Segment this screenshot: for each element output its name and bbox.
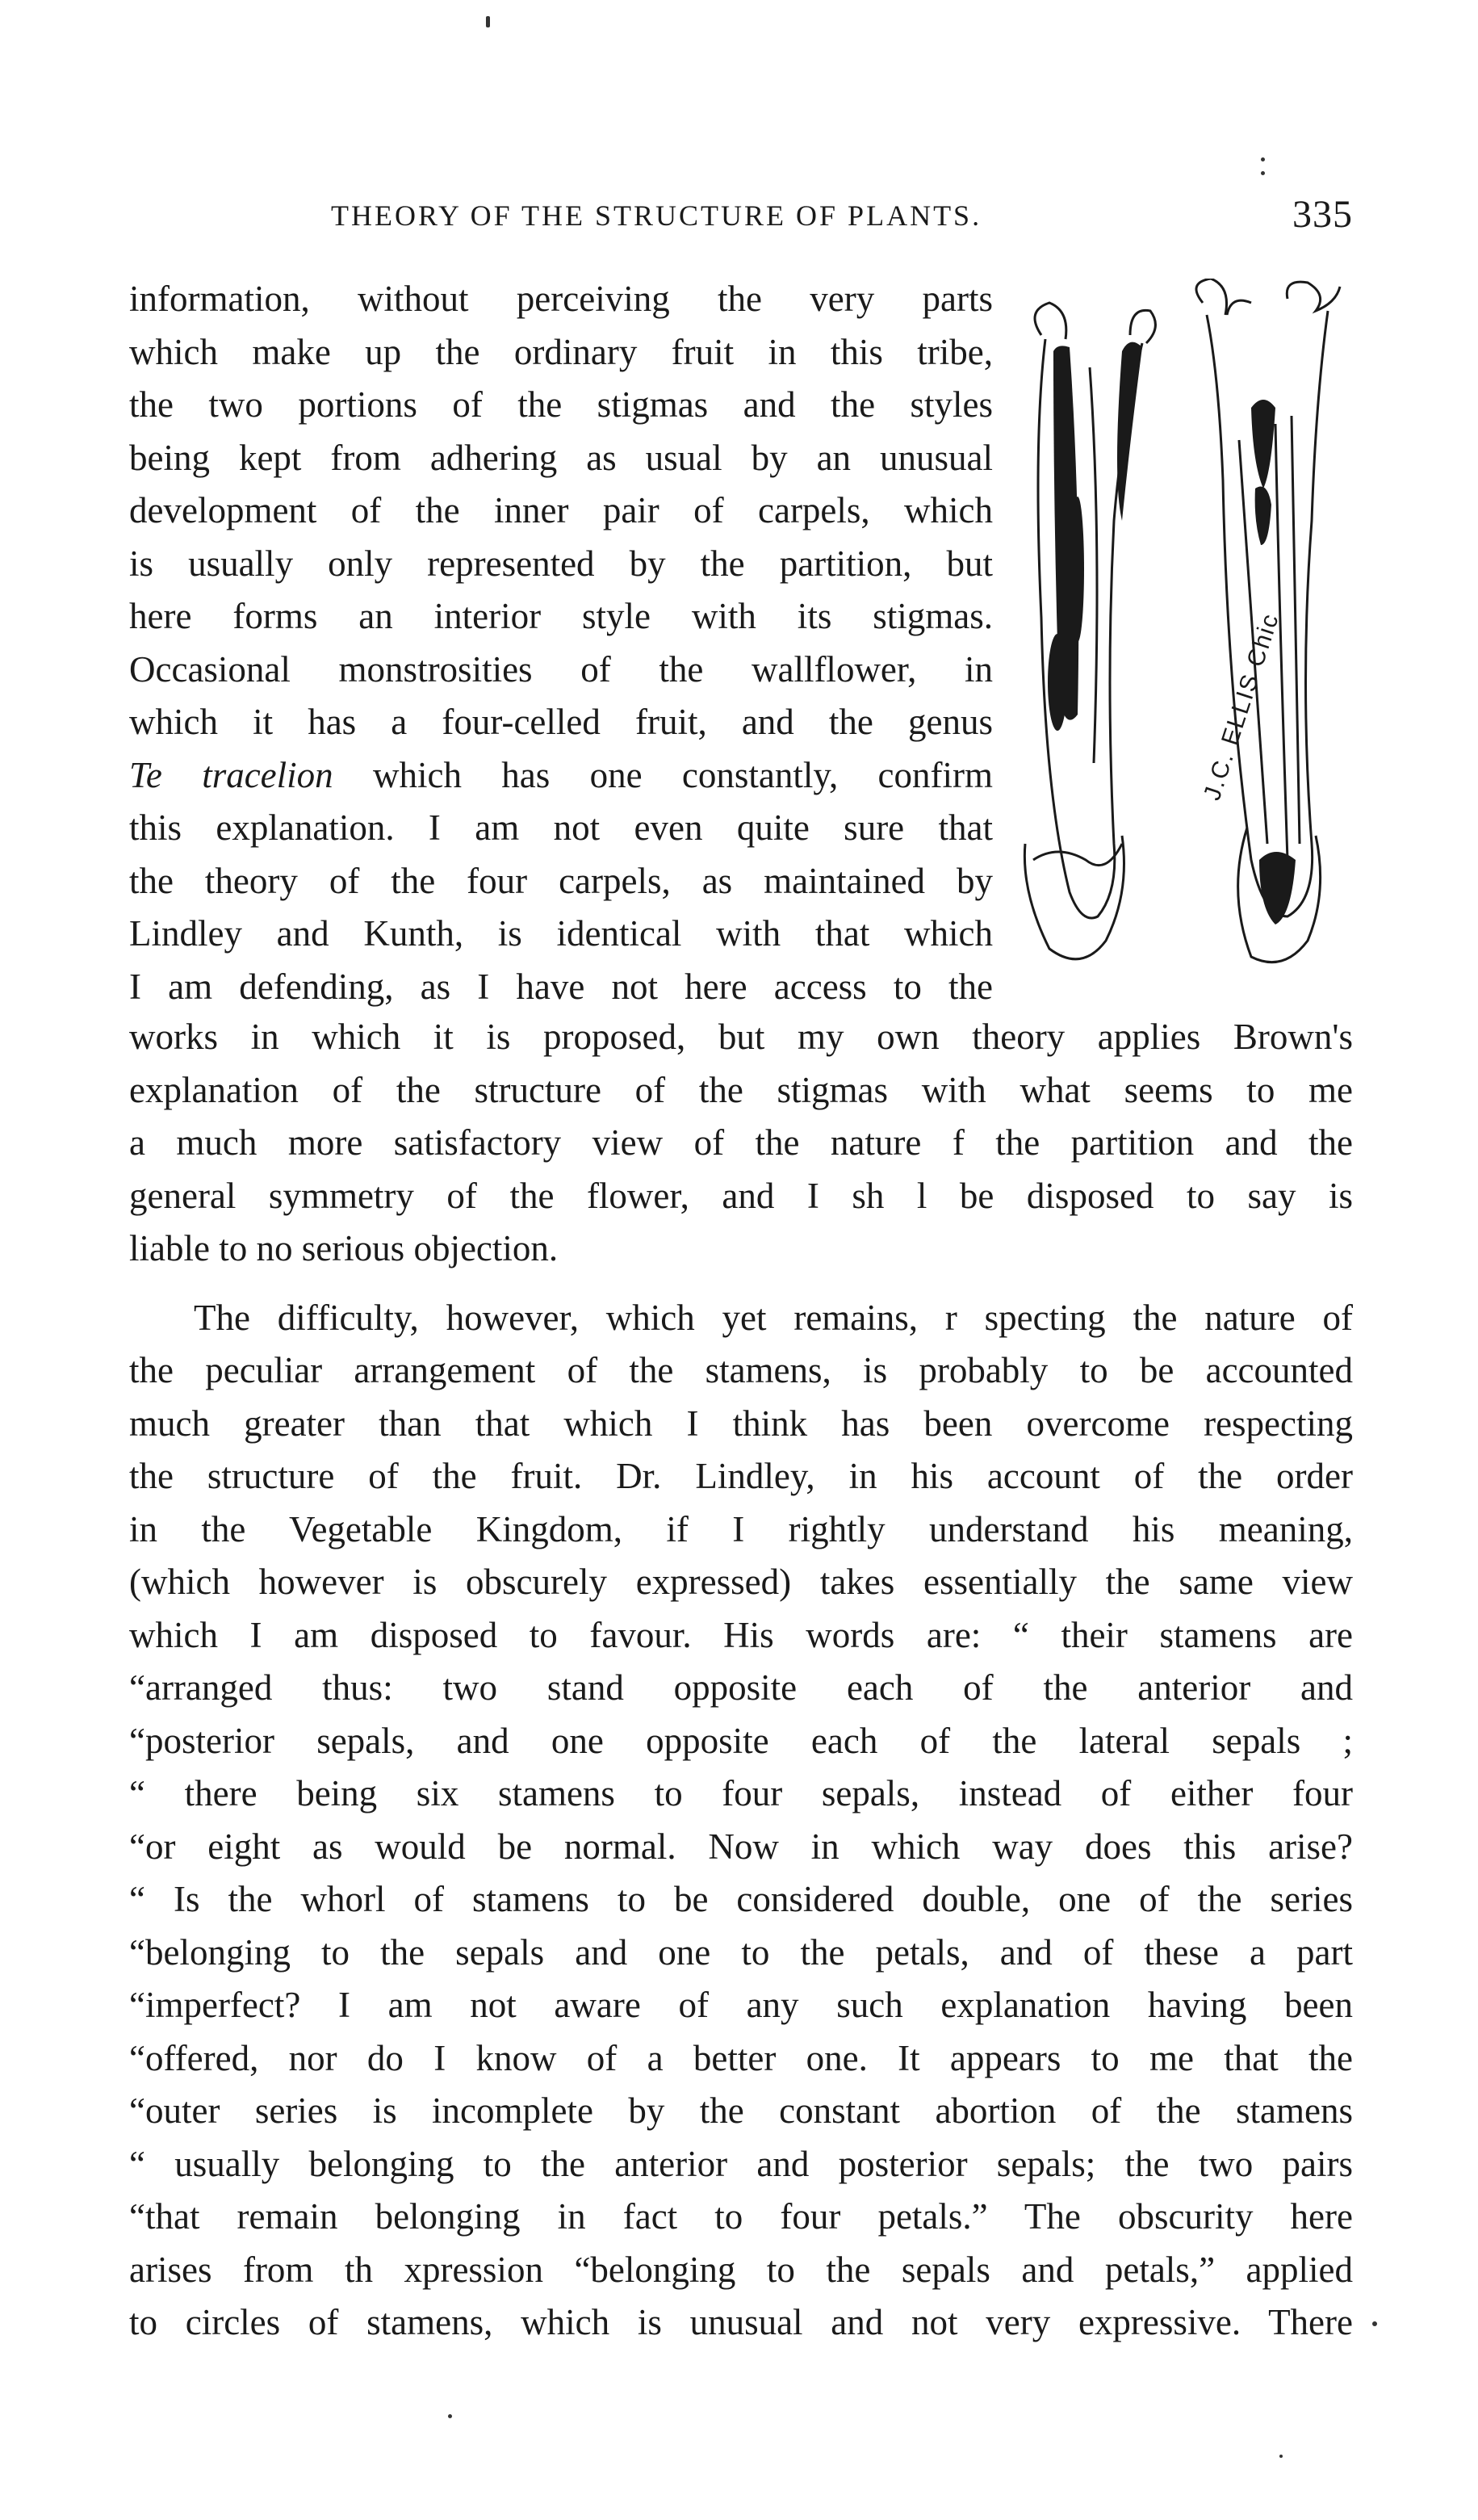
text-line: “that remain belonging in fact to four petals.” The obscurity here xyxy=(129,2196,1353,2237)
botanical-figure xyxy=(1009,279,1356,981)
text-line: “ there being six stamens to four sepals, instead of either four xyxy=(129,1773,1353,1813)
ink-speck xyxy=(1261,157,1265,161)
text-line: the structure of the fruit. Dr. Lindley, in his account of the order xyxy=(129,1456,1353,1496)
text-line: “arranged thus: two stand opposite each of the anterior and xyxy=(129,1667,1353,1708)
text-line: this explanation. I am not even quite sure that xyxy=(129,807,993,848)
ink-speck xyxy=(486,16,490,27)
text-line: The difficulty, however, which yet remains, r specting the nature of xyxy=(194,1297,1353,1338)
ink-speck xyxy=(1279,2455,1283,2458)
text-line: development of the inner pair of carpels, which xyxy=(129,490,993,530)
text-line: which it has a four-celled fruit, and the genus xyxy=(129,702,993,742)
text-line: works in which it is proposed, but my own theory applies Brown's xyxy=(129,1017,1353,1057)
running-head: THEORY OF THE STRUCTURE OF PLANTS. xyxy=(331,199,982,232)
ink-speck xyxy=(1261,171,1265,175)
text-line: is usually only represented by the partition, but xyxy=(129,543,993,584)
fruit-illustration xyxy=(1009,279,1356,981)
text-line: a much more satisfactory view of the nature f the partition and the xyxy=(129,1122,1353,1163)
paragraph-wrapped-text xyxy=(129,273,993,1013)
page-number: 335 xyxy=(1292,193,1353,236)
body-text xyxy=(129,1011,1353,2350)
text-line: the two portions of the stigmas and the styles xyxy=(129,384,993,425)
text-line: (which however is obscurely expressed) takes essentially the same view xyxy=(129,1562,1353,1602)
text-line: which I am disposed to favour. His words are: “ their stamens are xyxy=(129,1614,1353,1655)
text-line: “ usually belonging to the anterior and posterior sepals; the two pairs xyxy=(129,2143,1353,2184)
text-line: liable to no serious objection. xyxy=(129,1228,559,1268)
text-line: arises from th xpression “belonging to the sepals and petals,” applied xyxy=(129,2249,1353,2290)
text-line: the theory of the four carpels, as maintained by xyxy=(129,860,993,901)
text-line: Lindley and Kunth, is identical with that which xyxy=(129,913,993,954)
text-line: information, without perceiving the very parts xyxy=(129,279,993,319)
ink-speck xyxy=(448,2414,452,2418)
text-line: “outer series is incomplete by the constant abortion of the stamens xyxy=(129,2090,1353,2131)
text-line: much greater than that which I think has been overcome respecting xyxy=(129,1403,1353,1444)
text-line: “imperfect? I am not aware of any such explanation having been xyxy=(129,1985,1353,2025)
text-line: being kept from adhering as usual by an unusual xyxy=(129,437,993,478)
ink-speck xyxy=(1372,2321,1377,2326)
text-line: which make up the ordinary fruit in this tribe, xyxy=(129,331,993,372)
page-header xyxy=(129,192,1353,241)
text-line: here forms an interior style with its stigmas. xyxy=(129,596,993,636)
text-line: “offered, nor do I know of a better one. It appears to me that the xyxy=(129,2037,1353,2078)
text-line: “or eight as would be normal. Now in which way does this arise? xyxy=(129,1826,1353,1867)
text-line: “belonging to the sepals and one to the petals, and of these a part xyxy=(129,1931,1353,1973)
text-line: “ Is the whorl of stamens to be considered double, one of the series xyxy=(129,1879,1353,1919)
text-line: I am defending, as I have not here access to the xyxy=(129,966,993,1007)
text-line-with-genus xyxy=(129,749,993,803)
paragraph-gap xyxy=(129,1276,1353,1292)
engraver-credit: J.C. ELLIS Chic xyxy=(1199,610,1285,804)
text-line: explanation of the structure of the stigmas with what seems to me xyxy=(129,1069,1353,1110)
text-line: in the Vegetable Kingdom, if I rightly understand his meaning, xyxy=(129,1508,1353,1549)
text-line: to circles of stamens, which is unusual and not very expressive. There xyxy=(129,2302,1353,2342)
text-line: general symmetry of the flower, and I sh l be disposed to say is xyxy=(129,1175,1353,1216)
text-fragment: which has one constantly, confirm xyxy=(333,754,993,795)
text-line: the peculiar arrangement of the stamens, is probably to be accounted xyxy=(129,1350,1353,1390)
text-line: Occasional monstrosities of the wallflower, in xyxy=(129,648,993,690)
genus-name: Te tracelion xyxy=(129,754,333,795)
text-line: “posterior sepals, and one opposite each of the lateral sepals ; xyxy=(129,1720,1353,1761)
